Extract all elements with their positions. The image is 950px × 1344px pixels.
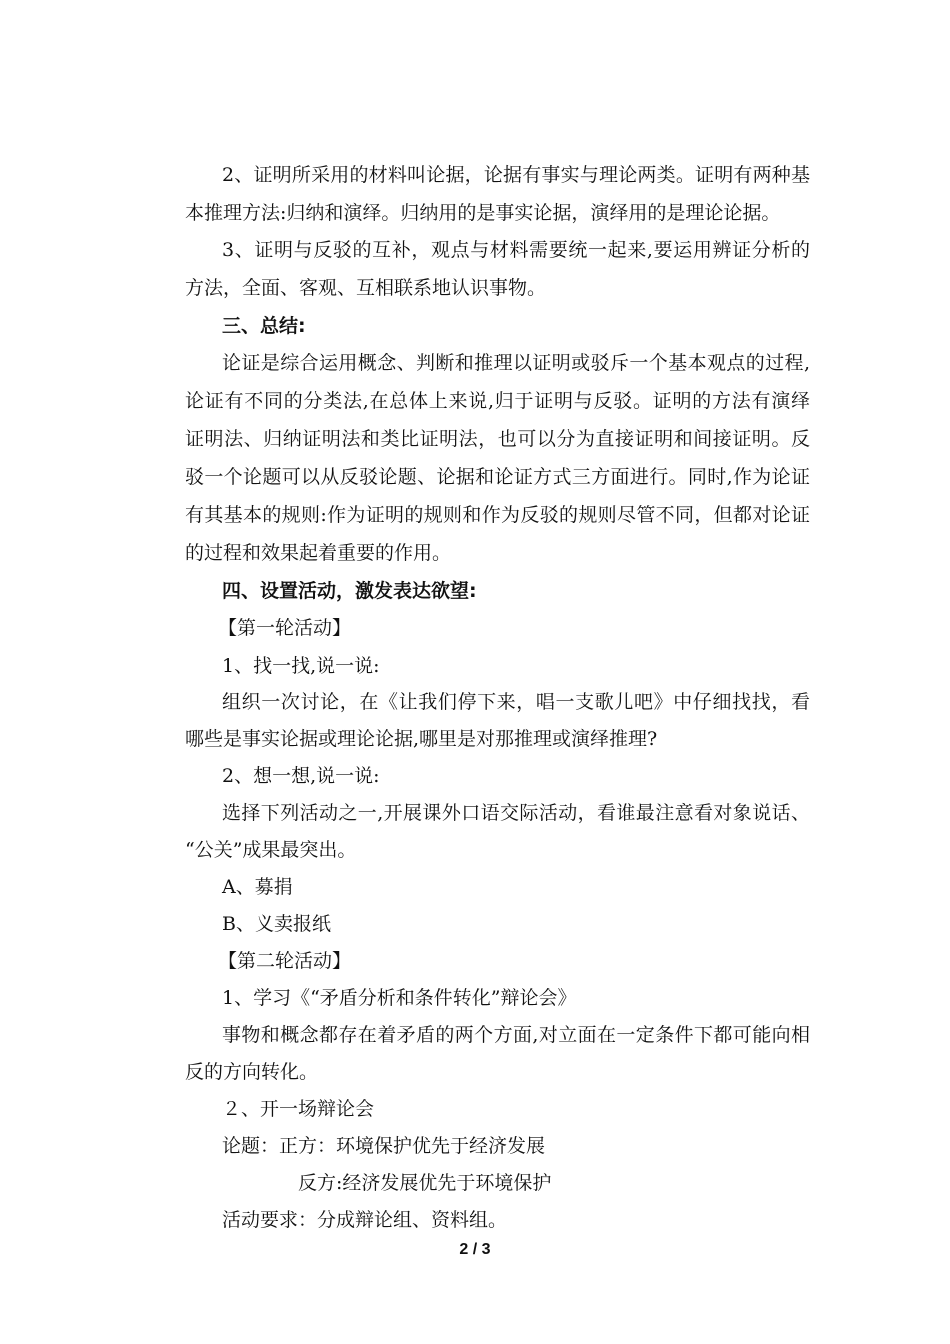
activity-requirement: 活动要求：分成辩论组、资料组。 [222, 1209, 508, 1231]
round-two-item-one-body-line-2: 反的方向转化。 [185, 1061, 319, 1083]
activity-two-body-line-1: 选择下列活动之一,开展课外口语交际活动，看谁最注意看对象说话、 [222, 802, 810, 824]
round-two-label: 【第二轮活动】 [218, 950, 352, 972]
paragraph-summary-line-2: 论证有不同的分类法,在总体上来说,归于证明与反驳。证明的方法有演绎 [185, 390, 810, 412]
activity-one-body-line-2: 哪些是事实论据或理论论据,哪里是对那推理或演绎推理? [185, 728, 658, 750]
activity-two-title: 2、想一想,说一说: [222, 765, 380, 787]
round-two-item-two-title: ２、开一场辩论会 [222, 1098, 375, 1120]
paragraph-summary-line-5: 有其基本的规则:作为证明的规则和作为反驳的规则尽管不同，但都对论证 [185, 504, 810, 526]
debate-topic-pro: 论题：正方：环境保护优先于经济发展 [222, 1135, 546, 1157]
round-two-item-one-title: 1、学习《“矛盾分析和条件转化”辩论会》 [222, 987, 577, 1009]
paragraph-summary-line-6: 的过程和效果起着重要的作用。 [185, 542, 452, 564]
debate-topic-con: 反方:经济发展优先于环境保护 [298, 1172, 552, 1194]
heading-summary: 三、总结: [222, 315, 306, 337]
paragraph-evidence-line-1: 2、证明所采用的材料叫论据，论据有事实与理论两类。证明有两种基 [222, 164, 810, 186]
paragraph-summary-line-3: 证明法、归纳证明法和类比证明法，也可以分为直接证明和间接证明。反 [185, 428, 810, 450]
paragraph-complement-line-2: 方法，全面、客观、互相联系地认识事物。 [185, 277, 547, 299]
option-b: B、义卖报纸 [222, 913, 331, 935]
option-a: A、募捐 [222, 876, 293, 898]
activity-one-body-line-1: 组织一次讨论，在《让我们停下来，唱一支歌儿吧》中仔细找找，看 [222, 691, 810, 713]
heading-activity: 四、设置活动，激发表达欲望: [222, 580, 477, 602]
paragraph-complement-line-1: 3、证明与反驳的互补，观点与材料需要统一起来,要运用辨证分析的 [222, 239, 810, 261]
paragraph-summary-line-1: 论证是综合运用概念、判断和推理以证明或驳斥一个基本观点的过程, [222, 352, 810, 374]
page-number: 2 / 3 [459, 1241, 491, 1258]
activity-one-title: 1、找一找,说一说: [222, 655, 380, 677]
paragraph-evidence-line-2: 本推理方法:归纳和演绎。归纳用的是事实论据，演绎用的是理论论据。 [185, 202, 781, 224]
activity-two-body-line-2: “公关”成果最突出。 [185, 839, 357, 861]
round-one-label: 【第一轮活动】 [218, 617, 352, 639]
round-two-item-one-body-line-1: 事物和概念都存在着矛盾的两个方面,对立面在一定条件下都可能向相 [222, 1024, 810, 1046]
paragraph-summary-line-4: 驳一个论题可以从反驳论题、论据和论证方式三方面进行。同时,作为论证 [185, 466, 810, 488]
